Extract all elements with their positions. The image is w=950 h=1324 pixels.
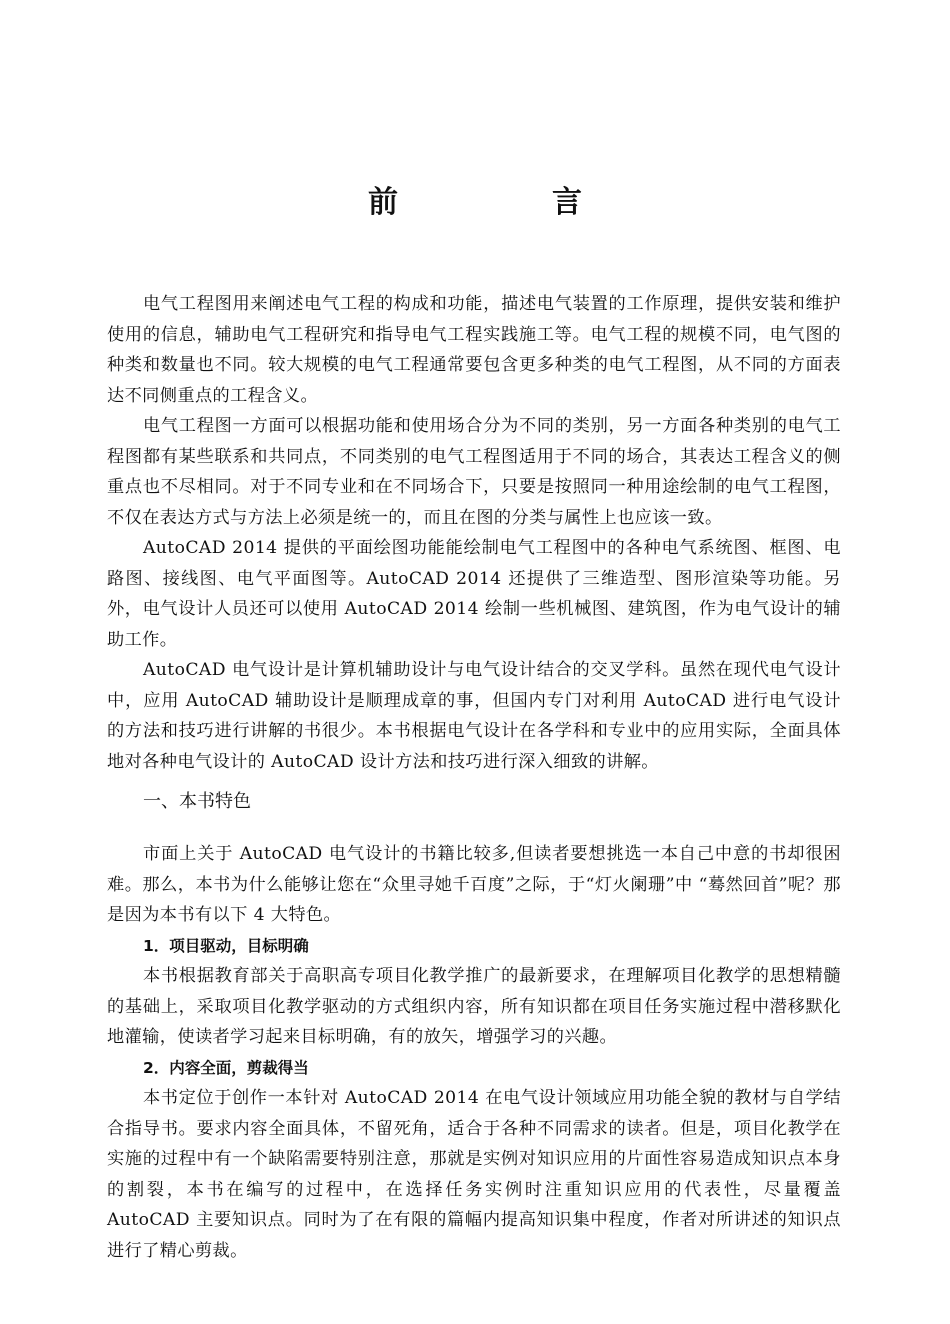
intro-paragraph-2: 电气工程图一方面可以根据功能和使用场合分为不同的类别，另一方面各种类别的电气工程图都有某些联系和共同点，不同类别的电气工程图适用于不同的场合，其表达工程含义的侧重点也不尽相同。对于不同专业和在不同场合下，只要是按照同一种用途绘制的电气工程图，不仅在表达方式与方法上必须是统一的，而且在图的分类与属性上也应该一致。 — [107, 416, 841, 528]
feature-paragraph-1: 本书根据教育部关于高职高专项目化教学推广的最新要求，在理解项目化教学的思想精髓的基础上，采取项目化教学驱动的方式组织内容，所有知识都在项目任务实施过程中潜移默化地灌输，使读者学习起来目标明确，有的放矢，增强学习的兴趣。 — [107, 966, 841, 1047]
feature-paragraph-2: 本书定位于创作一本针对 AutoCAD 2014 在电气设计领域应用功能全貌的教材与自学结合指导书。要求内容全面具体，不留死角，适合于各种不同需求的读者。但是，项目化教学在实施的过程中有一个缺陷需要特别注意，那就是实例对知识应用的片面性容易造成知识点本身的割裂，本书在编写的过程中，在选择任务实例时注重知识应用的代表性，尽量覆盖 AutoCAD 主要知识点。同时为了在有限的篇幅内提高知识集中程度，作者对所讲述的知识点进行了精心剪裁。 — [107, 1088, 841, 1261]
document-body — [107, 289, 841, 1266]
intro-paragraph-3: AutoCAD 2014 提供的平面绘图功能能绘制电气工程图中的各种电气系统图、框图、电路图、接线图、电气平面图等。AutoCAD 2014 还提供了三维造型、图形渲染等功能。另外，电气设计人员还可以使用 AutoCAD 2014 绘制一些机械图、建筑图，作为电气设计的辅助工作。 — [107, 538, 841, 650]
intro-paragraph-1: 电气工程图用来阐述电气工程的构成和功能，描述电气装置的工作原理，提供安装和维护使用的信息，辅助电气工程研究和指导电气工程实践施工等。电气工程的规模不同，电气图的种类和数量也不同。较大规模的电气工程通常要包含更多种类的电气工程图，从不同的方面表达不同侧重点的工程含义。 — [107, 294, 841, 406]
page-title: 前 言 — [368, 185, 644, 220]
section-intro-paragraph: 市面上关于 AutoCAD 电气设计的书籍比较多,但读者要想挑选一本自己中意的书却很困难。那么，本书为什么能够让您在“众里寻她千百度”之际，于“灯火阑珊”中 “蓦然回首”呢？那是因为本书有以下 4 大特色。 — [107, 844, 841, 925]
section-heading-features: 一、本书特色 — [143, 791, 251, 812]
feature-heading-1: 1．项目驱动，目标明确 — [143, 936, 309, 955]
feature-heading-2: 2．内容全面，剪裁得当 — [143, 1058, 309, 1077]
intro-paragraph-4: AutoCAD 电气设计是计算机辅助设计与电气设计结合的交叉学科。虽然在现代电气设计中，应用 AutoCAD 辅助设计是顺理成章的事，但国内专门对利用 AutoCAD 进行电气设计的方法和技巧进行讲解的书很少。本书根据电气设计在各学科和专业中的应用实际，全面具体地对各种电气设计的 AutoCAD 设计方法和技巧进行深入细致的讲解。 — [107, 660, 841, 772]
